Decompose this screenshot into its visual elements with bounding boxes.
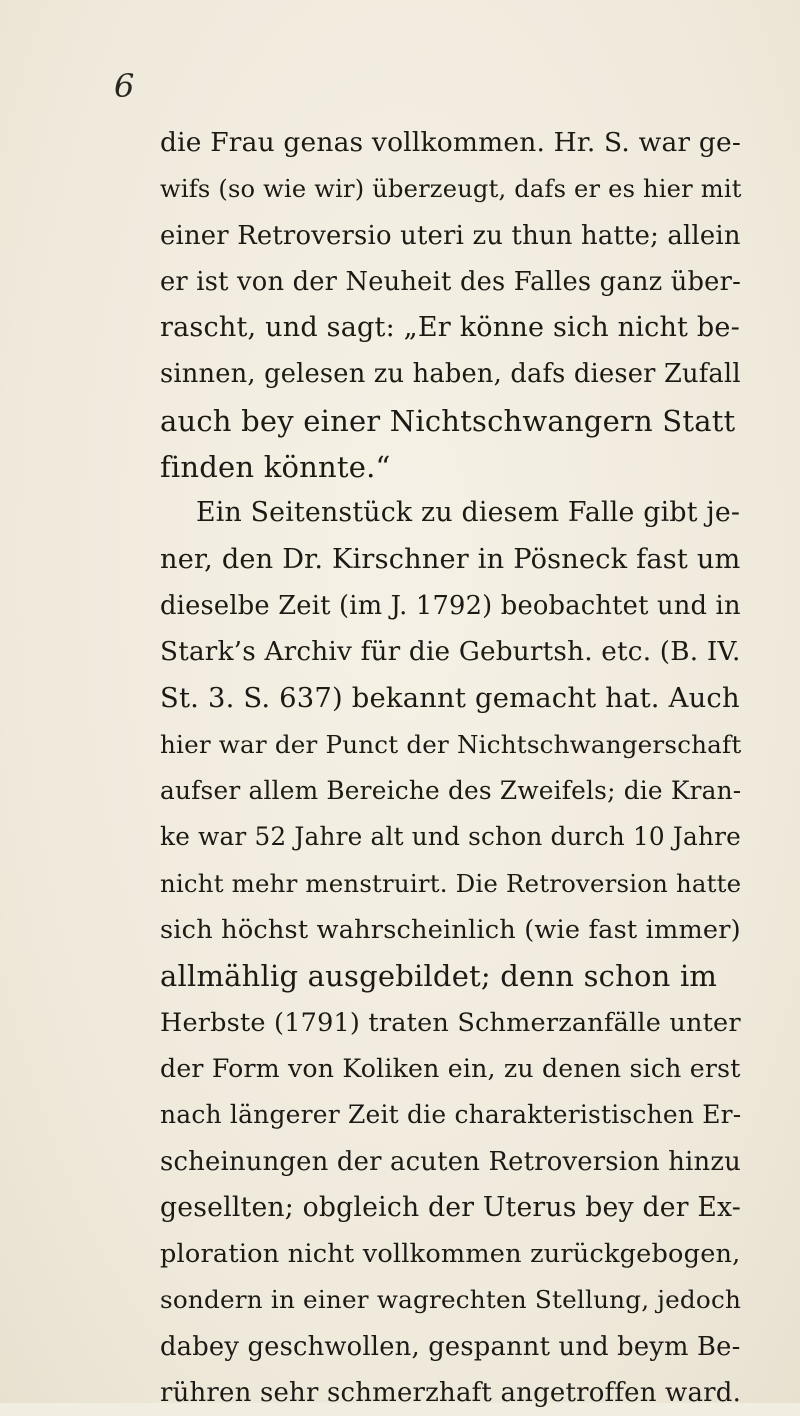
text-line: finden könnte.“ — [160, 450, 391, 485]
text-line: nicht mehr menstruirt. Die Retroversion hatte — [160, 868, 742, 898]
text-line: rascht, und sagt: „Er könne sich nicht be- — [160, 312, 740, 344]
text-line: Herbste (1791) traten Schmerzanfälle unter — [160, 1007, 741, 1038]
page-number: 6 — [114, 67, 135, 105]
paragraph-start-line: Ein Seitenstück zu diesem Falle gibt je- — [196, 497, 741, 529]
text-line: allmählig ausgebildet; denn schon im — [160, 959, 718, 994]
body-text — [160, 120, 740, 1416]
text-line: einer Retroversio uteri zu thun hatte; allein — [160, 220, 741, 251]
text-line: scheinungen der acuten Retroversion hinzu — [160, 1146, 741, 1177]
text-line: der Form von Koliken ein, zu denen sich erst — [160, 1053, 741, 1083]
text-line: er ist von der Neuheit des Falles ganz über- — [160, 266, 741, 297]
text-line: nach längerer Zeit die charakteristischen Er- — [160, 1100, 742, 1130]
text-line: gesellten; obgleich der Uterus bey der Ex- — [160, 1191, 741, 1223]
text-line: wifs (so wie wir) überzeugt, dafs er es hier mit — [160, 175, 742, 204]
text-line: Stark’s Archiv für die Geburtsh. etc. (B. IV. — [160, 637, 741, 668]
text-line: ploration nicht vollkommen zurückgebogen, — [160, 1239, 741, 1270]
text-line: hier war der Punct der Nichtschwangerschaft — [160, 729, 742, 759]
text-line: rühren sehr schmerzhaft angetroffen ward. — [160, 1378, 742, 1409]
text-line: aufser allem Bereiche des Zweifels; die Kran- — [160, 776, 742, 806]
text-line: sinnen, gelesen zu haben, dafs dieser Zufall — [160, 359, 741, 390]
text-line: St. 3. S. 637) bekannt gemacht hat. Auch — [160, 682, 740, 714]
text-line: sich höchst wahrscheinlich (wie fast immer) — [160, 915, 741, 946]
text-line: dabey geschwollen, gespannt und beym Be- — [160, 1331, 741, 1362]
text-line: ner, den Dr. Kirschner in Pösneck fast um — [160, 543, 741, 575]
text-line: auch bey einer Nichtschwangern Statt — [160, 403, 736, 438]
text-line: dieselbe Zeit (im J. 1792) beobachtet und in — [160, 590, 741, 621]
text-line: ke war 52 Jahre alt und schon durch 10 Jahre — [160, 822, 741, 852]
text-line: sondern in einer wagrechten Stellung, jedoch — [160, 1285, 742, 1315]
text-line: die Frau genas vollkommen. Hr. S. war ge- — [160, 127, 741, 158]
